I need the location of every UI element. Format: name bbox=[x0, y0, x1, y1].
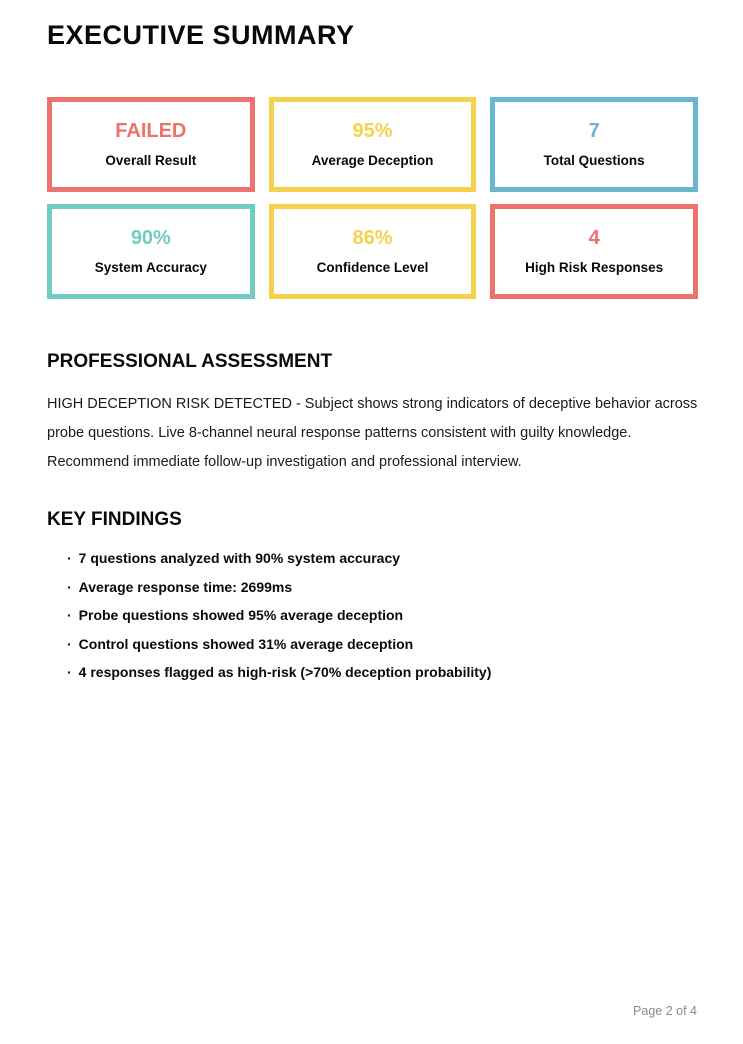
page-title: EXECUTIVE SUMMARY bbox=[47, 20, 355, 50]
stat-value: 4 bbox=[588, 227, 600, 250]
stat-card-confidence-level bbox=[269, 204, 477, 299]
stat-label: Average Deception bbox=[311, 153, 434, 169]
stat-value: 86% bbox=[352, 227, 393, 250]
stat-value: FAILED bbox=[115, 120, 187, 143]
stat-label: System Accuracy bbox=[94, 260, 207, 276]
stat-card-total-questions bbox=[490, 97, 698, 192]
key-finding-item: · 7 questions analyzed with 90% system accuracy bbox=[67, 551, 698, 565]
key-finding-item: · Average response time: 2699ms bbox=[67, 580, 698, 594]
stat-label: Total Questions bbox=[543, 153, 645, 169]
key-findings-heading: KEY FINDINGS bbox=[47, 509, 182, 530]
stat-card-system-accuracy bbox=[47, 204, 255, 299]
key-findings-list bbox=[47, 551, 698, 679]
stat-label: High Risk Responses bbox=[525, 260, 664, 276]
key-finding-item: · Probe questions showed 95% average deception bbox=[67, 608, 698, 622]
stat-value: 95% bbox=[352, 120, 393, 143]
key-finding-item: · 4 responses flagged as high-risk (>70% deception probability) bbox=[67, 665, 698, 679]
stat-card-high-risk-responses bbox=[490, 204, 698, 299]
professional-assessment-heading: PROFESSIONAL ASSESSMENT bbox=[47, 351, 333, 372]
stat-value: 7 bbox=[588, 120, 600, 143]
stat-card-overall-result bbox=[47, 97, 255, 192]
stat-label: Confidence Level bbox=[316, 260, 429, 276]
key-findings-section bbox=[47, 509, 698, 679]
stat-card-average-deception bbox=[269, 97, 477, 192]
professional-assessment-section bbox=[47, 351, 698, 477]
page-number: Page 2 of 4 bbox=[633, 1004, 697, 1018]
key-finding-item: · Control questions showed 31% average deception bbox=[67, 637, 698, 651]
stat-value: 90% bbox=[130, 227, 171, 250]
stat-cards-grid bbox=[47, 97, 698, 299]
professional-assessment-body: HIGH DECEPTION RISK DETECTED - Subject shows strong indicators of deceptive behavior across probe questions. Live 8-channel neural response patterns consistent with guilty knowledge. Recommend immediate follow-up investigation and professional interview. bbox=[47, 396, 698, 470]
stat-label: Overall Result bbox=[105, 153, 197, 169]
